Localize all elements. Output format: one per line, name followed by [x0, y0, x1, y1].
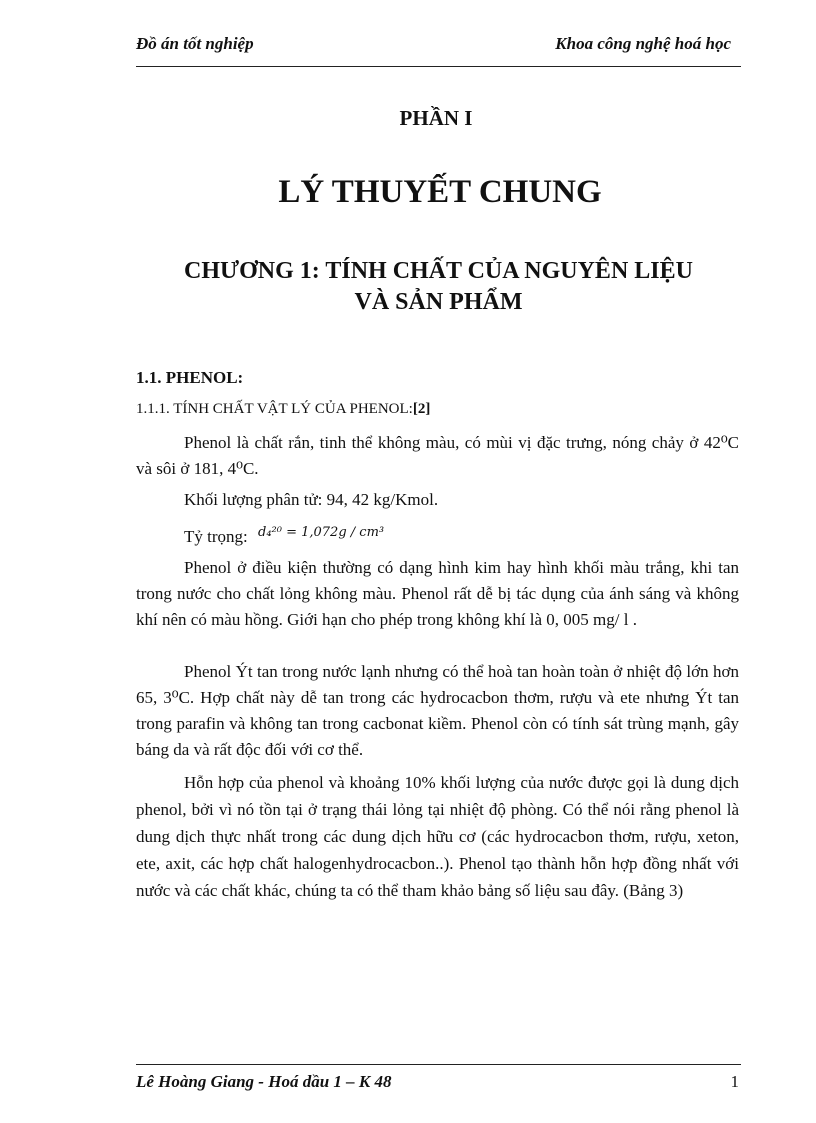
- paragraph-melting-boiling: Phenol là chất rắn, tinh thể không màu, có mùi vị đặc trưng, nóng chảy ở 42⁰C và sôi ở 181, 4⁰C.: [136, 433, 739, 478]
- subsection-reference: [2]: [412, 401, 431, 417]
- paragraph-molecular-weight: Khối lượng phân tử: 94, 42 kg/Kmol.: [184, 490, 439, 509]
- paragraph-density: [184, 527, 384, 547]
- paragraph-appearance: Phenol ở điều kiện thường có dạng hình kim hay hình khối màu trắng, khi tan trong nước cho chất lỏng không màu. Phenol rất dễ bị tác dụng của ánh sáng và không khí nên có màu hồng. Giới hạn cho phép trong không khí là 0, 005 mg/ l .: [136, 558, 739, 629]
- chapter-title: [136, 256, 741, 318]
- main-title: LÝ THUYẾT CHUNG: [278, 174, 602, 210]
- section-heading: 1.1. PHENOL:: [136, 368, 244, 387]
- chapter-title-line-1: CHƯƠNG 1: TÍNH CHẤT CỦA NGUYÊN LIỆU: [184, 258, 693, 284]
- page-header: [136, 34, 741, 62]
- page-number: 1: [730, 1072, 739, 1091]
- density-label: Tỷ trọng:: [184, 527, 248, 546]
- page-footer: [136, 1072, 741, 1098]
- header-left-text: Đồ án tốt nghiệp: [136, 34, 254, 53]
- header-divider: [136, 66, 741, 67]
- header-right-text: Khoa công nghệ hoá học: [555, 34, 731, 53]
- density-formula: d₄²⁰ = 1,072g / cm³: [258, 525, 385, 540]
- paragraph-solubility: Phenol Ýt tan trong nước lạnh nhưng có thể hoà tan hoàn toàn ở nhiệt độ lớn hơn 65, 3⁰C. Hợp chất này dễ tan trong các hydrocacbon thơm, rượu và ete nhưng Ýt tan trong parafin và không tan trong cacbonat kiềm. Phenol còn có tính sát trùng mạnh, gây báng da và rất độc đối với cơ thể.: [136, 662, 739, 759]
- paragraph-solution: Hỗn hợp của phenol và khoảng 10% khối lượng của nước được gọi là dung dịch phenol, bởi vì nó tồn tại ở trạng thái lỏng tại nhiệt độ phòng. Có thể nói rằng phenol là dung dịch thực nhất trong các dung dịch hữu cơ (các hydrocacbon thơm, rượu, xeton, ete, axit, các hợp chất halogenhydrocacbon..). Phenol tạo thành hỗn hợp đồng nhất với nước và các chất khác, chúng ta có thể tham khảo bảng số liệu sau đây. (Bảng 3): [136, 773, 739, 900]
- footer-author: Lê Hoàng Giang - Hoá dầu 1 – K 48: [136, 1072, 392, 1091]
- footer-divider: [136, 1064, 741, 1065]
- subsection-heading-text: 1.1.1. TÍNH CHẤT VẬT LÝ CỦA PHENOL:: [136, 401, 413, 417]
- subsection-heading: [136, 401, 430, 418]
- part-label: PHẦN I: [399, 106, 473, 130]
- chapter-title-line-2: VÀ SẢN PHẨM: [354, 289, 523, 315]
